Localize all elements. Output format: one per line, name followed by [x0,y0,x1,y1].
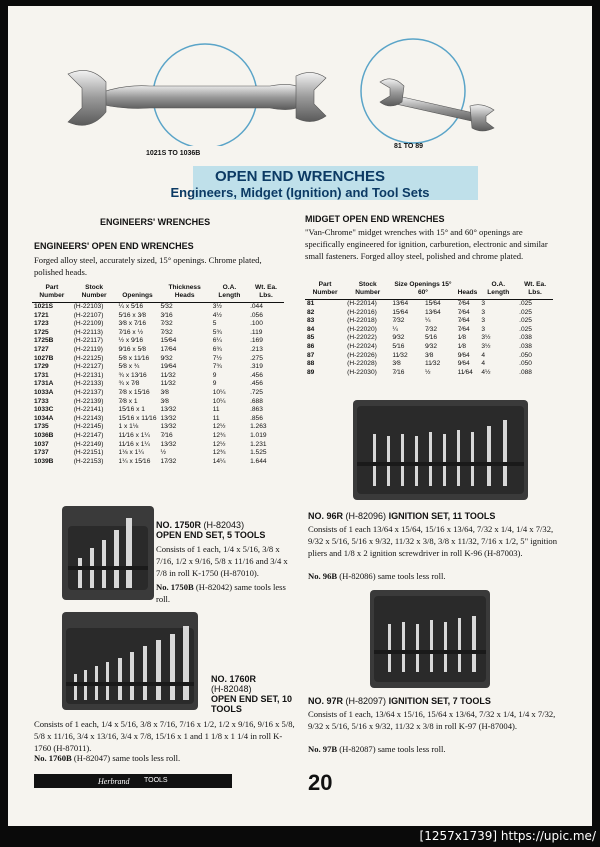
set-1760b-number: No. 1760B [34,753,72,763]
eng-table-cell: 17⁄32 [160,457,177,465]
midget-table-cell: 3⁄8 [392,360,401,368]
eng-table-cell: (H-22131) [73,371,104,379]
eng-table-cell: 1⅛ x 1¼ [118,449,144,457]
eng-table-row [32,346,284,355]
midget-table-cell: .050 [519,351,532,359]
eng-table-cell: 1731A [34,380,54,388]
set-96-photo [353,400,528,500]
set-1750b-desc: (H-82042) same tools less roll. [156,582,286,604]
midget-header: Stock Number [345,281,390,300]
engineers-table [32,284,284,466]
midget-wrench-image [358,36,508,146]
eng-table-cell: 7⁄32 [160,328,173,336]
wrench-roll-icon [62,506,154,600]
midget-table-cell: .088 [519,368,532,376]
eng-table-cell: ¼ x 5⁄16 [118,303,144,310]
midget-table-cell: 11⁄32 [424,360,441,368]
midget-table-row [305,309,553,318]
eng-table-cell: (H-22147) [73,431,104,439]
eng-table-cell: 1725 [34,328,49,336]
midget-header: Size Openings 15° 60° [390,281,455,300]
midget-table-cell: 85 [307,334,315,342]
eng-table-cell: 1034A [34,414,54,422]
set-1750b-number: No. 1750B [156,582,194,592]
eng-table-cell: (H-22117) [73,337,103,345]
eng-table-row [32,372,284,381]
eng-table-row [32,432,284,441]
midget-table-row [305,326,553,335]
eng-table-cell: (H-22139) [73,397,104,405]
set-1750-name: OPEN END SET, 5 TOOLS [156,530,266,540]
brand-tools-label: TOOLS [144,777,168,784]
eng-table-cell: (H-22125) [73,354,104,362]
eng-table-cell: .275 [250,354,263,362]
midget-table-cell: .025 [519,317,532,325]
midget-table-cell: 88 [307,360,315,368]
midget-table-cell: 15⁄64 [392,308,409,316]
eng-table-cell: .456 [250,380,263,388]
eng-table-cell: 9⁄16 x 5⁄8 [118,345,146,353]
eng-table-cell: (H-22103) [73,303,104,310]
midget-table-cell: ¼ [392,325,398,333]
eng-table-cell: (H-22113) [73,328,103,336]
eng-table-cell: ¾ x 7⁄8 [118,380,140,388]
midget-table-cell: .025 [519,308,532,316]
eng-table-cell: 3⁄8 x 7⁄16 [118,320,146,328]
eng-table-cell: 7⁄16 [160,431,173,439]
midget-table-cell: 3 [481,308,486,316]
midget-table-row [305,360,553,369]
set-97-stock: (H-82097) [345,696,387,706]
midget-table-cell: 83 [307,317,315,325]
engineers-wrench-image [60,36,330,146]
eng-table-cell: 13⁄32 [160,414,177,422]
eng-table-row [32,415,284,424]
eng-table-cell: 1731 [34,371,49,379]
eng-table-cell: 12½ [212,423,226,431]
set-97b-desc: (H-82087) same tools less roll. [339,744,446,754]
eng-table-cell: 12¾ [212,431,226,439]
midget-table-cell: (H-22020) [347,325,377,333]
eng-table-cell: 1036B [34,431,54,439]
eng-table-cell: 11⁄32 [160,371,176,379]
midget-table-cell: 9⁄32 [392,334,405,342]
eng-table-cell: 6¾ [212,345,222,353]
midget-table-row [305,369,553,378]
midget-table-cell: ½ [424,368,431,376]
eng-table-cell: .856 [250,414,263,422]
midget-table-cell: ¼ [424,317,431,325]
eng-table-cell: 7½ [212,354,222,362]
eng-header: Openings [117,284,159,303]
midget-table-cell: (H-22026) [347,351,377,359]
eng-table-cell: (H-22107) [73,311,104,319]
midget-table-cell: 3½ [481,334,491,342]
midget-table-cell: 13⁄64 [424,308,441,316]
midget-table-cell: 5⁄16 [424,334,438,342]
eng-table-cell: 1 x 1⅛ [118,423,139,431]
set-1760-stock: (H-82048) [211,684,252,694]
eng-table-cell: 4½ [212,311,222,319]
midget-table-cell: (H-22018) [347,317,377,325]
set-97-photo [370,590,490,688]
eng-table-cell: 11 [212,414,220,422]
eng-header: Wt. Ea. Lbs. [248,284,284,303]
midget-table-cell: 86 [307,342,315,350]
eng-table-row [32,458,284,467]
eng-table-cell: 7⁄8 x 15⁄16 [118,388,150,396]
eng-table-cell: .863 [250,406,263,414]
midget-table-row [305,300,553,309]
eng-table-cell: .119 [250,328,263,336]
eng-table-cell: 3⁄8 [160,397,169,405]
eng-table-cell: 19⁄64 [160,363,177,371]
ignition-roll-icon [370,590,490,688]
midget-table-cell: 4½ [481,368,491,376]
set-1750-number: NO. 1750R [156,520,202,530]
eng-table-cell: (H-22133) [73,380,104,388]
eng-table-cell: .044 [250,303,263,310]
midget-table-cell: .038 [519,342,532,350]
page-number: 20 [308,770,333,795]
midget-table-cell: 9⁄64 [457,351,470,359]
eng-table-cell: (H-22119) [73,345,103,353]
page-subtitle: Engineers, Midget (Ignition) and Tool Sets [170,185,430,200]
eng-table-cell: 7⁄16 x ½ [118,328,144,336]
eng-table-cell: 3⁄16 [160,311,173,319]
eng-table-cell: 11⁄16 x 1¼ [118,440,150,448]
eng-table-cell: 13⁄32 [160,440,177,448]
footer-brand-bar [34,774,232,788]
eng-table-cell: .213 [250,345,263,353]
midget-description: "Van-Chrome" midget wrenches with 15° and 60° openings are specifically engineered for ignition, carburetion, electronic and similar small fasteners. Forged alloy steel, polished and chrome plated. [305,227,548,261]
eng-table-cell: 10¼ [212,388,226,396]
eng-table-cell: 15⁄64 [160,337,177,345]
midget-table-cell: 3⁄8 [424,351,434,359]
eng-table-row [32,398,284,407]
eng-table-cell: .056 [250,311,263,319]
midget-table-cell: 5⁄16 [392,342,405,350]
eng-table-cell: 5⁄32 [160,303,173,310]
midget-table-cell: 81 [307,300,315,307]
midget-table-cell: .025 [519,325,532,333]
midget-table [305,281,553,377]
midget-table-cell: .025 [519,300,532,307]
eng-header: Thickness Heads [159,284,211,303]
midget-table-cell: 4 [481,351,486,359]
eng-table-cell: 1.644 [250,457,267,465]
eng-table-cell: 11⁄16 x 1¼ [118,431,150,439]
midget-table-cell: (H-22030) [347,368,377,376]
eng-table-row [32,423,284,432]
midget-table-cell: 11⁄32 [392,351,408,359]
wrench-roll-icon [62,612,198,710]
midget-table-cell: 89 [307,368,315,376]
eng-table-cell: 12¾ [212,449,226,457]
eng-table-row [32,380,284,389]
midget-table-cell: (H-22024) [347,342,377,350]
midget-table-cell: 1⁄8 [457,342,466,350]
eng-table-cell: (H-22141) [73,406,104,414]
set-97-description: Consists of 1 each, 13/64 x 15/16, 15/64 x 13/64, 7/32 x 1/4, 1/4 x 7/32, 9/32 x 5/16, 5/16 x 9/32, 11/32 x 3/8 in roll K-97 (H-87004). [308,709,556,731]
eng-table-cell: 5⁄8 x ¾ [118,363,140,371]
midget-table-cell: (H-22014) [347,300,377,307]
eng-table-cell: (H-22145) [73,423,104,431]
eng-table-cell: 5¾ [212,328,222,336]
eng-table-cell: 1.525 [250,449,267,457]
page-title: OPEN END WRENCHES [214,168,386,185]
eng-table-cell: 6¼ [212,337,222,345]
midget-table-cell: 7⁄32 [392,317,405,325]
eng-table-cell: 1721 [34,311,49,319]
eng-table-cell: 1.231 [250,440,267,448]
eng-table-cell: 7¾ [212,363,222,371]
eng-table-cell: 5 [212,320,217,328]
set-1750-description: Consists of 1 each, 1/4 x 5/16, 3/8 x 7/16, 1/2 x 9/16, 5/8 x 11/16 and 3/4 x 7/8 in roll K-1750 (H-87010). [156,544,288,578]
eng-table-cell: 13⁄32 [160,406,177,414]
eng-table-row [32,355,284,364]
ignition-roll-icon [353,400,528,500]
set-1760-photo [62,612,198,710]
set-1760b-desc: (H-82047) same tools less roll. [73,753,181,763]
midget-table-cell: 7⁄64 [457,300,470,307]
set-1760-description: Consists of 1 each, 1/4 x 5/16, 3/8 x 7/16, 7/16 x 1/2, 1/2 x 9/16, 9/16 x 5/8, 5/8 x 11/16, 3/4 x 13/16, 3/4 x 7/8, 15/16 x 1 and 1 1/8 x 1 1/4 in roll K-1760 (H-87011). [34,719,295,753]
eng-table-cell: .725 [250,388,263,396]
midget-table-row [305,343,553,352]
eng-table-cell: 1733 [34,397,49,405]
eng-table-cell: 1039B [34,457,54,465]
eng-table-cell: 1725B [34,337,54,345]
midget-table-cell: 13⁄64 [392,300,409,307]
eng-table-cell: 11⁄32 [160,380,176,388]
midget-table-cell: 11⁄64 [457,368,473,376]
eng-table-row [32,337,284,346]
eng-table-cell: (H-22143) [73,414,104,422]
eng-table-row [32,320,284,329]
eng-table-cell: 5⁄16 x 3⁄8 [118,311,146,319]
eng-table-cell: 9⁄32 [160,354,173,362]
set-1760-number: NO. 1760R [211,674,257,684]
eng-table-cell: (H-22149) [73,440,104,448]
eng-table-cell: .169 [250,337,263,345]
midget-section-title: MIDGET OPEN END WRENCHES [305,214,445,224]
eng-table-cell: (H-22137) [73,388,104,396]
set-1760-name: OPEN END SET, 10 TOOLS [211,694,293,714]
eng-table-cell: .456 [250,371,263,379]
eng-table-cell: 1735 [34,423,49,431]
eng-table-cell: 3½ [212,303,222,310]
midget-table-row [305,352,553,361]
midget-table-cell: 7⁄16 [392,368,405,376]
eng-table-row [32,329,284,338]
midget-table-cell: .038 [519,334,532,342]
eng-table-row [32,406,284,415]
midget-header: Wt. Ea. Lbs. [517,281,553,300]
set-1750-stock: (H-82043) [203,520,245,530]
eng-table-cell: .319 [250,363,263,371]
set-96b-desc: (H-82086) same tools less roll. [339,571,446,581]
set-96-name: IGNITION SET, 11 TOOLS [388,511,496,521]
eng-table-cell: 17⁄64 [160,345,177,353]
brand-logo: Herbrand [98,777,130,786]
midget-table-cell: 7⁄64 [457,308,470,316]
catalog-page [8,6,592,826]
eng-header: Part Number [32,284,72,303]
eng-table-cell: 9 [212,371,217,379]
midget-table-cell: 84 [307,325,315,333]
set-97b-number: No. 97B [308,744,338,754]
midget-table-cell: 3½ [481,342,491,350]
eng-table-cell: 1¼ x 15⁄16 [118,457,151,465]
midget-table-row [305,317,553,326]
engineers-description: Forged alloy steel, accurately sized, 15° openings. Chrome plated, polished heads. [34,255,262,277]
set-96-number: NO. 96R [308,511,344,521]
eng-table-cell: (H-22153) [73,457,104,465]
eng-table-row [32,363,284,372]
eng-table-cell: 1021S [34,303,54,310]
midget-table-row [305,334,553,343]
watermark-text: [1257x1739] https://upic.me/ [419,829,596,843]
eng-table-cell: 11 [212,406,220,414]
eng-table-cell: 1033C [34,406,54,414]
set-97-name: IGNITION SET, 7 TOOLS [388,696,491,706]
midget-table-cell: 7⁄64 [457,317,470,325]
midget-table-cell: (H-22016) [347,308,377,316]
eng-table-row [32,389,284,398]
midget-table-cell: 1⁄8 [457,334,466,342]
eng-table-cell: 15⁄16 x 11⁄16 [118,414,157,422]
midget-table-cell: 3 [481,325,486,333]
eng-table-cell: 1027B [34,354,54,362]
midget-table-cell: 7⁄32 [424,325,438,333]
engineers-section-title: ENGINEERS' WRENCHES [100,217,211,227]
eng-table-cell: (H-22151) [73,449,104,457]
eng-table-cell: 1737 [34,449,49,457]
eng-table-cell: 7⁄8 x 1 [118,397,138,405]
midget-table-cell: 82 [307,308,315,316]
midget-header: O.A. Length [479,281,517,300]
eng-table-cell: 13⁄32 [160,423,177,431]
caption-left: 1021S TO 1036B [146,150,201,157]
midget-table-cell: (H-22022) [347,334,377,342]
eng-table-cell: 1729 [34,363,49,371]
set-96b-number: No. 96B [308,571,338,581]
eng-table-cell: 15⁄16 x 1 [118,406,145,414]
midget-table-cell: 9⁄64 [457,360,470,368]
eng-table-cell: 1723 [34,320,49,328]
set-97-number: NO. 97R [308,696,344,706]
eng-table-cell: 5⁄8 x 11⁄16 [118,354,150,362]
set-96-stock: (H-82096) [345,511,387,521]
eng-table-cell: 1033A [34,388,54,396]
midget-table-cell: 3 [481,300,486,307]
eng-table-cell: .688 [250,397,263,405]
midget-table-cell: 9⁄32 [424,342,438,350]
eng-table-cell: 14¼ [212,457,226,465]
eng-table-row [32,303,284,312]
set-1750-photo [62,506,154,600]
midget-table-cell: .050 [519,360,532,368]
eng-table-cell: 1.019 [250,431,267,439]
eng-header: O.A. Length [211,284,248,303]
eng-table-cell: 10¼ [212,397,226,405]
set-96-description: Consists of 1 each 13/64 x 15/64, 15/16 x 13/64, 7/32 x 1/4, 1/4 x 7/32, 9/32 x 5/16, 5/16 x 9/32, 11/32 x 3/8, 3/8 x 11/32, 7/16 x 1/2, 5" ignition pliers and 1/8 x 2 ignition screwdriver in roll K-96 (H-87003). [308,524,557,558]
eng-table-cell: 3⁄8 [160,388,169,396]
midget-table-cell: 87 [307,351,315,359]
eng-table-cell: 1727 [34,345,49,353]
eng-table-cell: ½ x 9⁄16 [118,337,144,345]
midget-table-cell: 3 [481,317,486,325]
midget-table-cell: 7⁄64 [457,325,470,333]
eng-table-cell: 7⁄32 [160,320,173,328]
midget-table-cell: 4 [481,360,486,368]
eng-table-cell: ¾ x 13⁄16 [118,371,147,379]
eng-table-cell: 9 [212,380,217,388]
eng-table-row [32,441,284,450]
midget-header: Heads [456,281,480,300]
eng-table-cell: (H-22109) [73,320,104,328]
eng-table-row [32,449,284,458]
eng-header: Stock Number [72,284,117,303]
midget-header: Part Number [305,281,345,300]
eng-table-cell: 1.263 [250,423,267,431]
eng-table-cell: 1037 [34,440,49,448]
eng-table-row [32,312,284,321]
eng-table-cell: 12½ [212,440,226,448]
eng-table-cell: ½ [160,449,167,457]
engineers-subsection-title: ENGINEERS' OPEN END WRENCHES [34,241,194,251]
eng-table-cell: .100 [250,320,263,328]
eng-table-cell: (H-22127) [73,363,104,371]
caption-right: 81 TO 89 [394,143,424,150]
midget-table-cell: 15⁄64 [424,300,441,307]
midget-table-cell: (H-22028) [347,360,377,368]
